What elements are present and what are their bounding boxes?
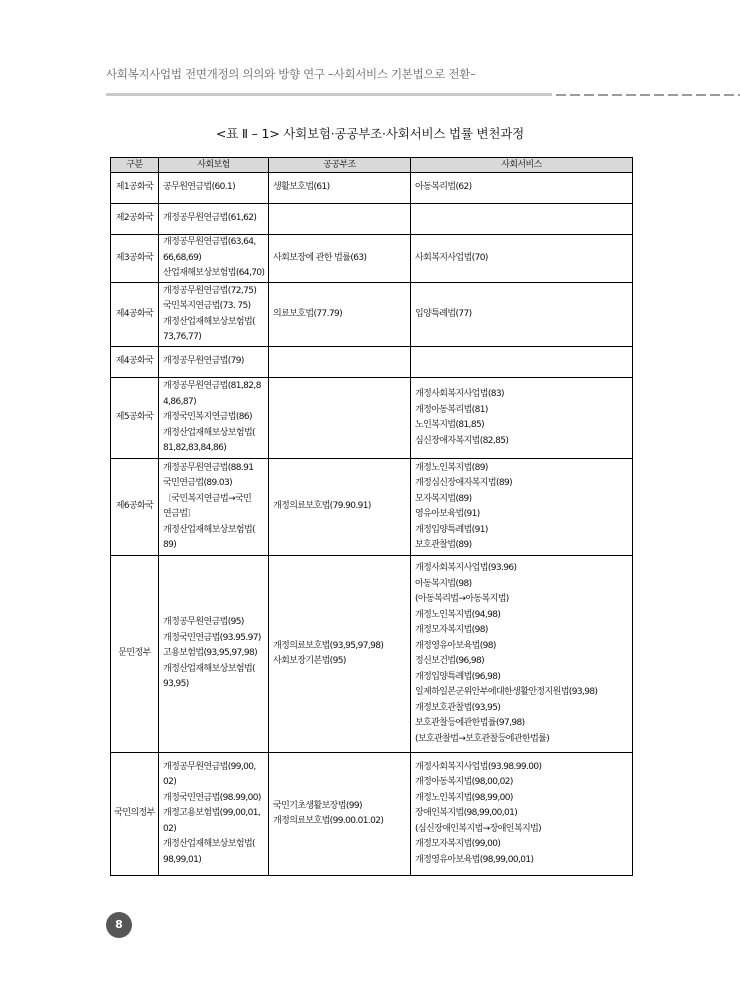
table-row (111, 204, 633, 235)
law-entry: 개정영유아보육법(98,99,00,01) (415, 854, 534, 865)
law-entry: 심신장애자복지법(82,85) (415, 435, 509, 446)
law-entry: 입양특례법(77) (415, 308, 472, 319)
insurance-cell (159, 204, 269, 235)
law-entry: 개정공무원연금법(72,75) (163, 285, 257, 296)
header-rule (106, 92, 740, 98)
insurance-cell (159, 753, 269, 876)
table-header-row (111, 158, 633, 173)
law-entry: 개정공무원연금법(95) (163, 617, 244, 628)
law-entry: 개정국민연금법(98.99,00) (163, 792, 261, 803)
services-cell (411, 173, 633, 204)
law-entry: 노인복지법(81,85) (415, 420, 485, 430)
law-entry: 연금법〕 (163, 509, 196, 519)
services-cell (411, 378, 633, 459)
era-cell: 제1공화국 (111, 173, 159, 204)
law-entry: 개정보호관찰법(93,95) (415, 702, 501, 713)
law-entry: 개정사회복지사업법(93.98.99.00) (415, 761, 542, 772)
law-entry: 개정산업재해보상보험법( (163, 839, 255, 850)
era-cell: 제4공화국 (111, 347, 159, 378)
law-entry: 개정모자복지법(98) (415, 625, 488, 635)
services-cell (411, 753, 633, 876)
law-entry: 개정공무원연금법(81,82,8 (163, 381, 261, 392)
law-entry: 개정공무원연금법(79) (163, 356, 244, 367)
table-row (111, 347, 633, 378)
era-cell: 국민의정부 (111, 753, 159, 876)
era-cell: 제5공화국 (111, 378, 159, 459)
assistance-cell (269, 378, 411, 459)
law-entry: 개정의료보호법(93,95,97,98) (273, 640, 384, 651)
law-entry: 영유아보육법(91) (415, 509, 480, 519)
law-entry: 개정노인복지법(94,98) (415, 609, 501, 620)
law-entry: 개정공무원연금법(61,62) (163, 213, 257, 224)
law-entry: 개정입양특례법(96,98) (415, 671, 501, 682)
column-header: 사회보험 (159, 158, 269, 173)
law-entry: 공무원연금법(60.1) (163, 182, 236, 193)
law-entry: 개정공무원연금법(63,64, (163, 237, 256, 248)
law-entry: 98,99,01) (163, 854, 202, 865)
table-row (111, 459, 633, 556)
table-title: <표 Ⅱ – 1> 사회보험·공공부조·사회서비스 법률 변천과정 (216, 126, 524, 141)
law-entry: 개정노인복지법(98,99,00) (415, 792, 513, 803)
law-entry: 생활보호법(61) (273, 182, 330, 193)
law-entry: (심신장애인복지법→장애인복지법) (415, 823, 542, 834)
law-entry: 의료보호법(77.79) (273, 308, 343, 319)
insurance-cell (159, 173, 269, 204)
law-entry: 국민기초생활보장법(99) (273, 800, 362, 811)
table-body (111, 173, 633, 876)
law-entry: 개정사회복지사업법(83) (415, 389, 504, 399)
law-entry: 모자복지법(89) (415, 493, 472, 504)
insurance-cell (159, 556, 269, 753)
law-entry: 사회보장기본법(95) (273, 656, 346, 666)
law-entry: 개정노인복지법(89) (415, 462, 488, 473)
law-entry: 보호관찰등에관한법률(97,98) (415, 718, 525, 728)
law-entry: 81,82,83,84,86) (163, 443, 227, 454)
header-rule-dashed (556, 94, 740, 96)
assistance-cell (269, 283, 411, 347)
services-cell (411, 235, 633, 283)
table-row (111, 378, 633, 459)
law-entry: 개정의료보호법(99.00.01.02) (273, 816, 384, 826)
law-entry: 개정공무원연금법(99,00, (163, 761, 256, 772)
law-entry: 국민연금법(89.03) (163, 478, 233, 488)
services-cell (411, 204, 633, 235)
law-entry: 73,76,77) (163, 332, 202, 342)
assistance-cell (269, 173, 411, 204)
services-cell (411, 283, 633, 347)
era-cell: 문민정부 (111, 556, 159, 753)
assistance-cell (269, 347, 411, 378)
law-history-table (110, 157, 633, 876)
law-entry: 개정의료보호법(79.90.91) (273, 501, 371, 512)
era-cell: 제2공화국 (111, 204, 159, 235)
law-entry: 89) (163, 540, 177, 550)
column-header: 구분 (111, 158, 159, 173)
law-entry: 산업재해보상보험법(64,70) (163, 268, 265, 279)
law-entry: 정신보건법(96,98) (415, 656, 485, 666)
law-entry: 〔국민복지연금법→국민 (163, 493, 252, 504)
running-header: 사회복지사업법 전면개정의 의의와 방향 연구 –사회서비스 기본법으로 전환– (106, 67, 476, 81)
services-cell (411, 347, 633, 378)
law-entry: 개정산업재해보상보험법( (163, 524, 255, 535)
law-entry: 02) (163, 823, 177, 834)
insurance-cell (159, 459, 269, 556)
assistance-cell (269, 459, 411, 556)
law-entry: 개정사회복지사업법(93.96) (415, 563, 517, 573)
insurance-cell (159, 347, 269, 378)
law-entry: 개정모자복지법(99,00) (415, 839, 501, 850)
table-row (111, 753, 633, 876)
law-entry: 고용보험법(93,95,97,98) (163, 648, 258, 659)
law-entry: 개정산업재해보상보험법( (163, 316, 255, 327)
services-cell (411, 556, 633, 753)
table-row (111, 173, 633, 204)
law-entry: 아동복지법(98) (415, 578, 472, 589)
law-entry: 4,86,87) (163, 396, 197, 407)
law-entry: 개정산업재해보상보험법( (163, 663, 255, 674)
law-entry: 개정국민연금법(93.95.97) (163, 632, 261, 643)
law-entry: 국민복지연금법(73. 75) (163, 301, 251, 311)
law-entry: 개정아동복지법(98,00,02) (415, 777, 513, 788)
insurance-cell (159, 235, 269, 283)
law-entry: 보호관찰법(89) (415, 540, 472, 550)
law-entry: 개정고용보험법(99,00,01, (163, 808, 261, 819)
law-entry: 02) (163, 777, 177, 788)
law-entry: (아동복리법→아동복지법) (415, 594, 509, 604)
law-entry: 아동복리법(62) (415, 182, 472, 193)
assistance-cell (269, 204, 411, 235)
law-entry: 개정아동복리법(81) (415, 404, 488, 415)
column-header: 사회서비스 (411, 158, 633, 173)
law-entry: 개정심신장애자복지법(89) (415, 478, 513, 488)
table-row (111, 556, 633, 753)
law-entry: 개정영유아보육법(98) (415, 640, 496, 651)
law-entry: 93,95) (163, 679, 189, 690)
law-entry: 일제하일본군위안부에대한생활안정지원법(93,98) (415, 687, 598, 697)
assistance-cell (269, 235, 411, 283)
law-entry: 사회보장에 관한 법률(63) (273, 252, 367, 263)
law-entry: 장애인복지법(98,99,00,01) (415, 808, 518, 819)
law-entry: 66,68,69) (163, 252, 202, 263)
insurance-cell (159, 378, 269, 459)
insurance-cell (159, 283, 269, 347)
services-cell (411, 459, 633, 556)
page-number: 8 (106, 912, 132, 938)
era-cell: 제4공화국 (111, 283, 159, 347)
assistance-cell (269, 556, 411, 753)
law-entry: (보호관찰법→보호관찰등에관한법률) (415, 733, 550, 744)
table-row (111, 235, 633, 283)
era-cell: 제3공화국 (111, 235, 159, 283)
table-row (111, 283, 633, 347)
law-entry: 개정산업재해보상보험법( (163, 427, 255, 438)
column-header: 공공부조 (269, 158, 411, 173)
header-rule-solid (106, 93, 552, 96)
law-entry: 개정입양특례법(91) (415, 524, 488, 535)
era-cell: 제6공화국 (111, 459, 159, 556)
assistance-cell (269, 753, 411, 876)
law-entry: 사회복지사업법(70) (415, 252, 488, 263)
law-entry: 개정국민복지연금법(86) (163, 412, 252, 423)
law-entry: 개정공무원연금법(88.91 (163, 462, 254, 473)
